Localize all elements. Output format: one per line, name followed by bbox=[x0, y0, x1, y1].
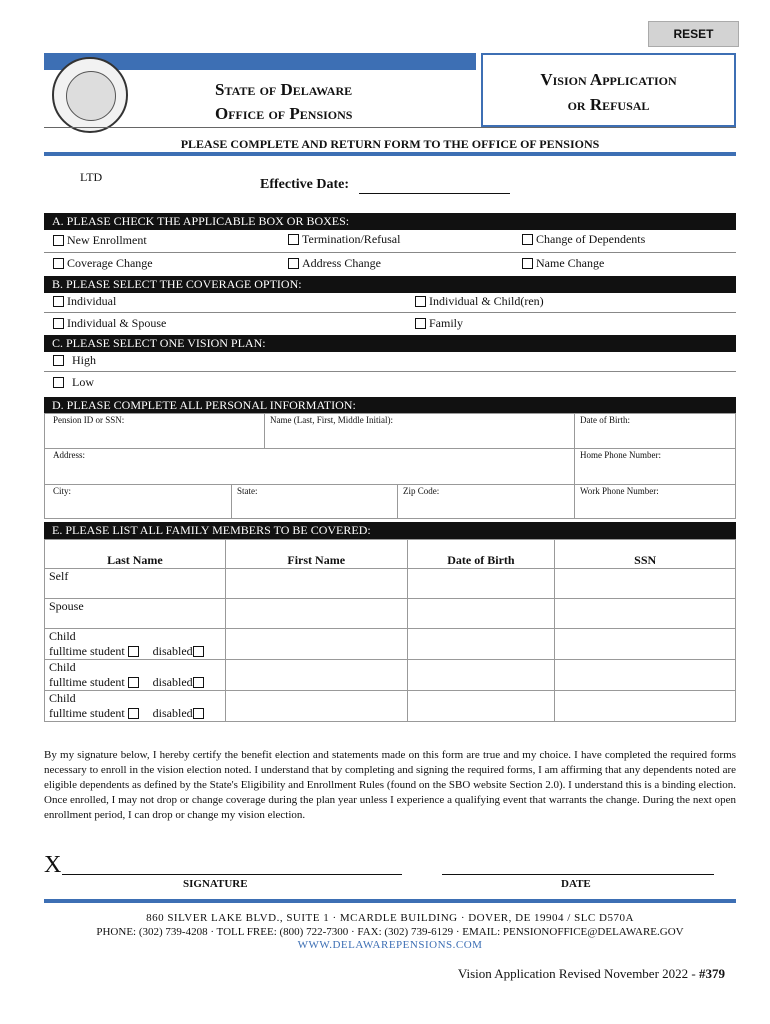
option-address-change[interactable] bbox=[288, 256, 381, 271]
option-individual[interactable] bbox=[53, 294, 116, 309]
disabled-checkbox[interactable] bbox=[193, 708, 204, 719]
disabled-label: disabled bbox=[152, 644, 193, 658]
footer-address: 860 SILVER LAKE BLVD., SUITE 1 · MCARDLE BUILDING · DOVER, DE 19904 / SLC D570A bbox=[146, 912, 634, 924]
grid-hline bbox=[44, 448, 736, 449]
section-c-title: C. PLEASE SELECT ONE VISION PLAN: bbox=[44, 335, 736, 352]
form-title-line2: or Refusal bbox=[567, 95, 650, 114]
dob-cell[interactable] bbox=[407, 629, 555, 660]
option-label: Coverage Change bbox=[67, 256, 153, 270]
relation-label: Spouse bbox=[49, 599, 84, 613]
option-label: Individual & Spouse bbox=[67, 316, 167, 330]
revision-note bbox=[440, 966, 725, 982]
table-row bbox=[45, 660, 736, 691]
revision-number: #379 bbox=[699, 966, 725, 981]
dob-label: Date of Birth: bbox=[580, 415, 630, 425]
option-plan-low[interactable] bbox=[53, 375, 94, 390]
dob-cell[interactable] bbox=[407, 691, 555, 722]
option-label: Change of Dependents bbox=[536, 232, 646, 246]
relation-cell[interactable] bbox=[45, 599, 226, 629]
first-name-cell[interactable] bbox=[225, 691, 407, 722]
signature-line[interactable] bbox=[62, 874, 402, 875]
grid-vline bbox=[397, 484, 398, 519]
section-d-title: D. PLEASE COMPLETE ALL PERSONAL INFORMATION: bbox=[44, 397, 736, 414]
checkbox[interactable] bbox=[53, 355, 64, 366]
fulltime-label: fulltime student bbox=[49, 675, 125, 689]
dob-field[interactable] bbox=[578, 427, 732, 445]
checkbox[interactable] bbox=[522, 258, 533, 269]
ssn-cell[interactable] bbox=[555, 660, 736, 691]
footer-contacts: PHONE: (302) 739-4208 · TOLL FREE: (800) 722-7300 · FAX: (302) 739-6129 · EMAIL: PENSIONOFFICE@DELAWARE.GOV bbox=[96, 926, 684, 938]
header-divider bbox=[44, 127, 736, 128]
ssn-cell[interactable] bbox=[555, 569, 736, 599]
grid-vline bbox=[574, 413, 575, 519]
instruction-text: PLEASE COMPLETE AND RETURN FORM TO THE OFFICE OF PENSIONS bbox=[180, 137, 600, 151]
state-field[interactable] bbox=[235, 498, 393, 516]
option-new-enrollment[interactable] bbox=[53, 233, 147, 248]
ssn-cell[interactable] bbox=[555, 629, 736, 660]
option-individual-children[interactable] bbox=[415, 294, 544, 309]
name-label: Name (Last, First, Middle Initial): bbox=[270, 415, 393, 425]
effective-date-label: Effective Date: bbox=[260, 177, 350, 192]
col-last-name: Last Name bbox=[45, 540, 226, 569]
date-line[interactable] bbox=[442, 874, 714, 875]
option-label: High bbox=[72, 353, 96, 367]
option-label: Individual & Child(ren) bbox=[429, 294, 544, 308]
table-row bbox=[45, 569, 736, 599]
family-members-table bbox=[44, 539, 736, 722]
state-label: State: bbox=[237, 486, 258, 496]
divider bbox=[44, 371, 736, 372]
home-phone-label: Home Phone Number: bbox=[580, 450, 661, 460]
option-label: New Enrollment bbox=[67, 233, 147, 247]
option-family[interactable] bbox=[415, 316, 463, 331]
footer-website-link[interactable]: WWW.DELAWAREPENSIONS.COM bbox=[297, 939, 483, 951]
option-label: Name Change bbox=[536, 256, 605, 270]
table-row bbox=[45, 599, 736, 629]
dob-cell[interactable] bbox=[407, 569, 555, 599]
date-label: DATE bbox=[561, 878, 591, 890]
instruction-underline bbox=[44, 152, 736, 156]
divider bbox=[44, 312, 736, 313]
relation-cell[interactable] bbox=[45, 629, 226, 660]
relation-label: Self bbox=[49, 569, 69, 583]
section-b-title: B. PLEASE SELECT THE COVERAGE OPTION: bbox=[44, 276, 736, 293]
grid-hline bbox=[44, 484, 736, 485]
ltd-label: LTD bbox=[80, 170, 103, 184]
relation-cell[interactable] bbox=[45, 691, 226, 722]
section-e-title: E. PLEASE LIST ALL FAMILY MEMBERS TO BE COVERED: bbox=[44, 522, 736, 539]
checkbox[interactable] bbox=[415, 318, 426, 329]
divider bbox=[44, 252, 736, 253]
option-label: Family bbox=[429, 316, 464, 330]
first-name-cell[interactable] bbox=[225, 599, 407, 629]
relation-label: Child bbox=[49, 691, 76, 705]
col-ssn: SSN bbox=[555, 540, 736, 569]
home-phone-field[interactable] bbox=[578, 462, 732, 480]
effective-date-field[interactable] bbox=[359, 179, 510, 194]
org-name-line1: State of Delaware bbox=[215, 80, 353, 99]
table-header-row bbox=[45, 540, 736, 569]
option-label: Termination/Refusal bbox=[302, 232, 401, 246]
col-first-name: First Name bbox=[225, 540, 407, 569]
zip-field[interactable] bbox=[401, 498, 569, 516]
option-label: Address Change bbox=[302, 256, 381, 270]
option-label: Individual bbox=[67, 294, 117, 308]
dob-cell[interactable] bbox=[407, 599, 555, 629]
disabled-checkbox[interactable] bbox=[193, 677, 204, 688]
checkbox[interactable] bbox=[288, 258, 299, 269]
checkbox[interactable] bbox=[53, 258, 64, 269]
first-name-cell[interactable] bbox=[225, 629, 407, 660]
dob-cell[interactable] bbox=[407, 660, 555, 691]
fulltime-checkbox[interactable] bbox=[128, 708, 139, 719]
disabled-label: disabled bbox=[152, 706, 193, 720]
city-field[interactable] bbox=[50, 498, 226, 516]
option-individual-spouse[interactable] bbox=[53, 316, 166, 331]
table-row bbox=[45, 691, 736, 722]
first-name-cell[interactable] bbox=[225, 660, 407, 691]
relation-label: Child bbox=[49, 660, 76, 674]
signature-label: SIGNATURE bbox=[183, 878, 248, 890]
grid-vline bbox=[264, 413, 265, 448]
checkbox[interactable] bbox=[53, 318, 64, 329]
option-termination-refusal[interactable] bbox=[288, 232, 400, 247]
fulltime-label: fulltime student bbox=[49, 706, 125, 720]
work-phone-label: Work Phone Number: bbox=[580, 486, 659, 496]
signature-x-mark: X bbox=[44, 852, 62, 878]
checkbox[interactable] bbox=[415, 296, 426, 307]
option-change-of-dependents[interactable] bbox=[522, 232, 645, 247]
section-a-title: A. PLEASE CHECK THE APPLICABLE BOX OR BOXES: bbox=[44, 213, 736, 230]
form-title-box bbox=[481, 53, 736, 127]
grid-vline bbox=[231, 484, 232, 519]
certification-text: By my signature below, I hereby certify the benefit election and statements made on this form are true and my choice. I have completed the required forms necessary to enroll in the vision election noted. I understand that by completing and signing the required forms, I am affirming that any dependents noted are eligible dependents as defined by the State's Eligibility and Enrollment Rules (found on the SBO website Section 2.0). I understand this is a binding election. Once enrolled, I may not drop or change coverage during the plan year unless I experience a qualifying event that warrants the change. During the next open enrollment period, I can drop or change my vision election. bbox=[44, 749, 736, 821]
work-phone-field[interactable] bbox=[578, 498, 732, 516]
form-title-line1: Vision Application bbox=[540, 70, 677, 89]
disabled-label: disabled bbox=[152, 675, 193, 689]
delaware-seal-icon bbox=[52, 57, 128, 133]
name-field[interactable] bbox=[268, 427, 568, 445]
pension-id-label: Pension ID or SSN: bbox=[53, 415, 125, 425]
revision-prefix: Vision Application Revised November 2022 - bbox=[457, 966, 699, 981]
disabled-checkbox[interactable] bbox=[193, 646, 204, 657]
checkbox[interactable] bbox=[53, 296, 64, 307]
col-date-of-birth: Date of Birth bbox=[407, 540, 555, 569]
option-name-change[interactable] bbox=[522, 256, 604, 271]
fulltime-label: fulltime student bbox=[49, 644, 125, 658]
reset-button[interactable]: RESET bbox=[648, 21, 739, 47]
checkbox[interactable] bbox=[53, 377, 64, 388]
option-plan-high[interactable] bbox=[53, 353, 96, 368]
fulltime-checkbox[interactable] bbox=[128, 646, 139, 657]
address-field[interactable] bbox=[50, 462, 568, 480]
relation-cell[interactable] bbox=[45, 660, 226, 691]
address-label: Address: bbox=[53, 450, 85, 460]
checkbox[interactable] bbox=[522, 234, 533, 245]
table-row bbox=[45, 629, 736, 660]
pension-id-field[interactable] bbox=[50, 427, 258, 445]
zip-label: Zip Code: bbox=[403, 486, 440, 496]
option-coverage-change[interactable] bbox=[53, 256, 153, 271]
org-name-line2: Office of Pensions bbox=[215, 104, 353, 123]
fulltime-checkbox[interactable] bbox=[128, 677, 139, 688]
ssn-cell[interactable] bbox=[555, 599, 736, 629]
first-name-cell[interactable] bbox=[225, 569, 407, 599]
city-label: City: bbox=[53, 486, 72, 496]
checkbox[interactable] bbox=[288, 234, 299, 245]
ssn-cell[interactable] bbox=[555, 691, 736, 722]
relation-cell[interactable] bbox=[45, 569, 226, 599]
checkbox[interactable] bbox=[53, 235, 64, 246]
relation-label: Child bbox=[49, 629, 76, 643]
option-label: Low bbox=[72, 375, 94, 389]
footer-rule bbox=[44, 899, 736, 903]
